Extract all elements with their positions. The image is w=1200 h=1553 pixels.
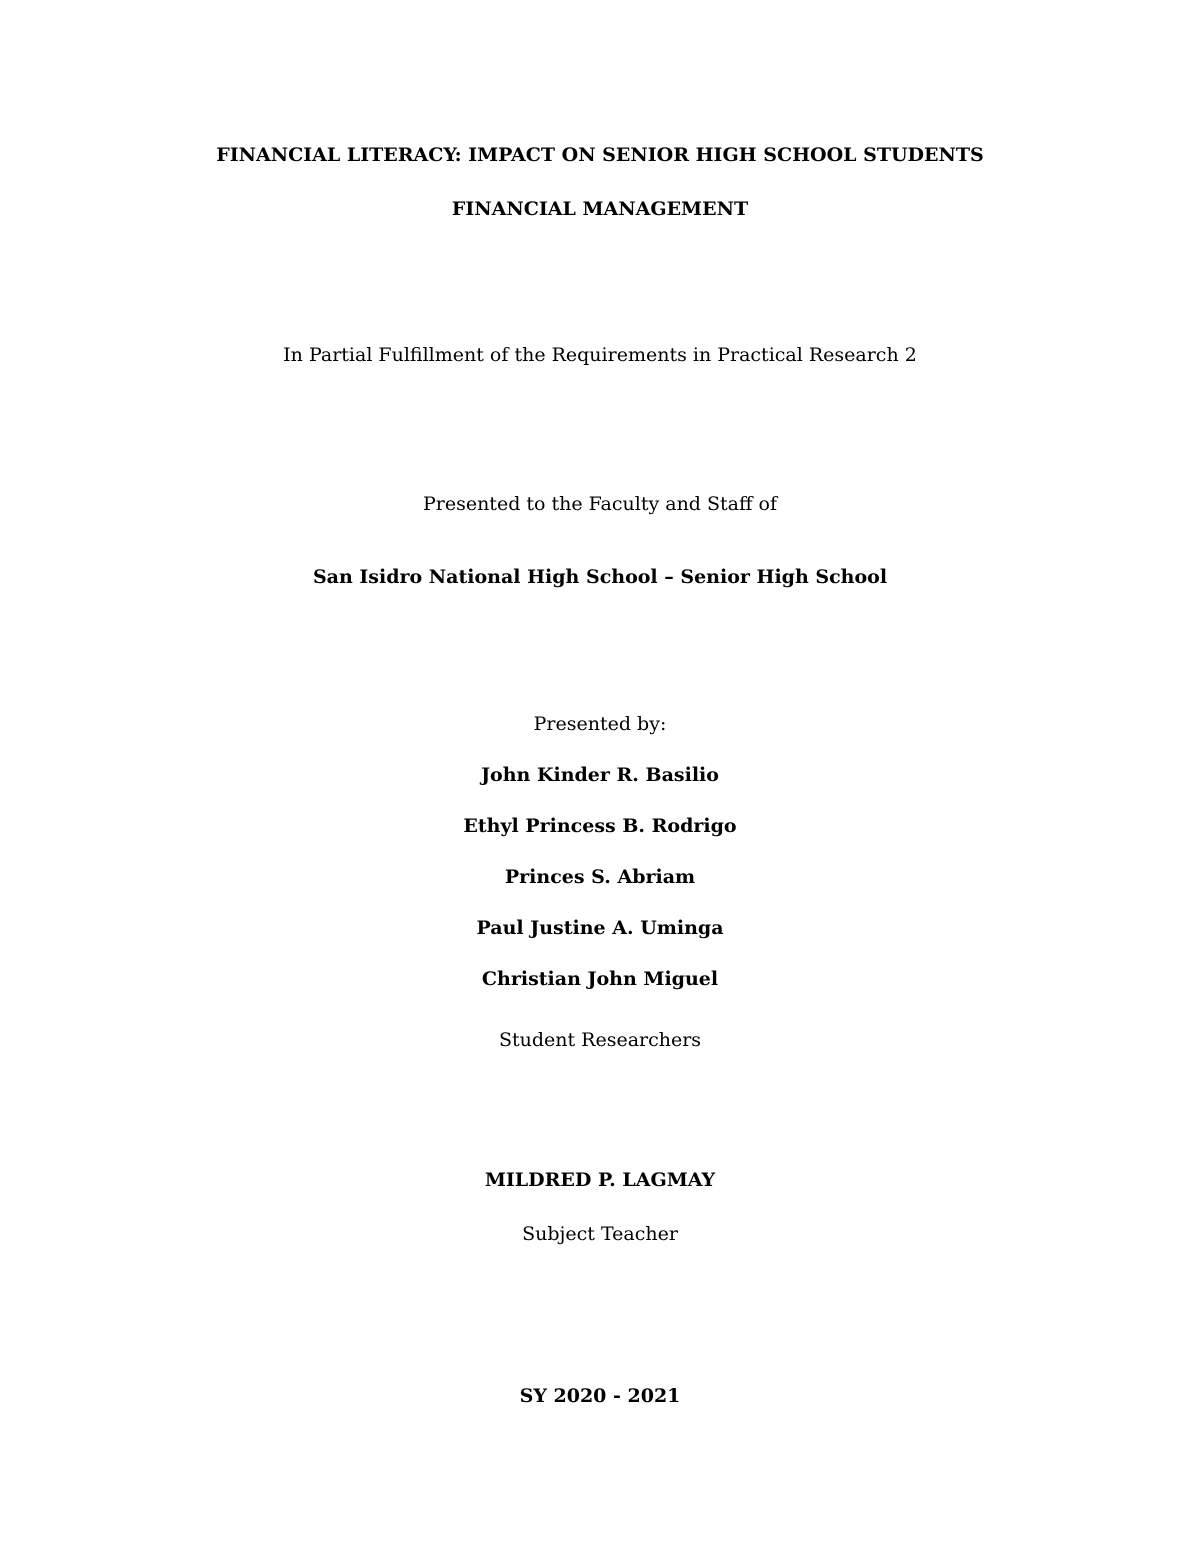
thesis-title-line-1: FINANCIAL LITERACY: IMPACT ON SENIOR HIGH SCHOOL STUDENTS (216, 144, 984, 166)
author-name: John Kinder R. Basilio (481, 764, 719, 786)
author-name: Christian John Miguel (481, 968, 719, 990)
author-name: Paul Justine A. Uminga (476, 917, 724, 939)
school-name: San Isidro National High School – Senior High School (312, 566, 888, 588)
author-name: Princes S. Abriam (504, 866, 696, 888)
school-year: SY 2020 - 2021 (519, 1385, 681, 1407)
presented-to-label: Presented to the Faculty and Staff of (422, 493, 778, 515)
presented-by-label: Presented by: (533, 713, 667, 735)
fulfillment-statement: In Partial Fulfillment of the Requirements in Practical Research 2 (283, 344, 917, 366)
teacher-role: Subject Teacher (522, 1223, 678, 1245)
researchers-role: Student Researchers (498, 1029, 702, 1051)
thesis-title-line-2: FINANCIAL MANAGEMENT (451, 198, 749, 220)
teacher-name: MILDRED P. LAGMAY (484, 1169, 716, 1191)
author-name: Ethyl Princess B. Rodrigo (463, 815, 737, 837)
